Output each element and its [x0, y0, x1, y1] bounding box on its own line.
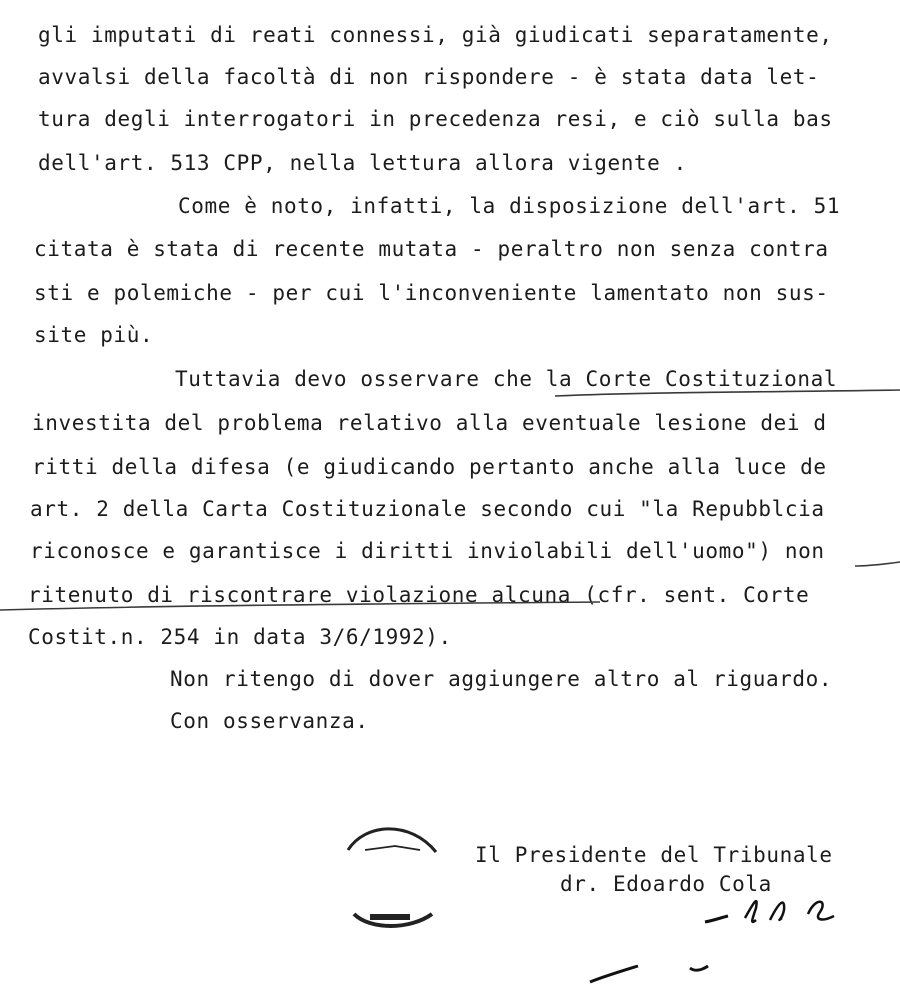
- text-line: site più.: [34, 323, 154, 347]
- text-line: investita del problema relativo alla eventuale lesione dei d: [32, 411, 827, 435]
- text-line: ritenuto di riscontrare violazione alcuna (cfr. sent. Corte: [28, 583, 810, 607]
- handwritten-signature: [580, 890, 860, 990]
- text-line: Come è noto, infatti, la disposizione dell'art. 51: [178, 194, 841, 218]
- text-line: tura degli interrogatori in precedenza resi, e ciò sulla bas: [38, 107, 833, 131]
- text-line: Costit.n. 254 in data 3/6/1992).: [28, 625, 452, 649]
- text-line: sti e polemiche - per cui l'inconveniente lamentato non sus-: [34, 281, 829, 305]
- text-line: Con osservanza.: [170, 709, 369, 733]
- text-line: Tuttavia devo osservare che la Corte Costituzional: [175, 367, 838, 391]
- signature-title: Il Presidente del Tribunale: [475, 843, 833, 867]
- text-line: ritti della difesa (e giudicando pertanto anche alla luce de: [32, 455, 827, 479]
- text-line: art. 2 della Carta Costituzionale secondo cui "la Repubblcia: [30, 497, 825, 521]
- text-line: dell'art. 513 CPP, nella lettura allora vigente .: [38, 151, 687, 175]
- text-line: riconosce e garantisce i diritti inviolabili dell'uomo") non: [30, 539, 825, 563]
- signature-name: dr. Edoardo Cola: [560, 872, 772, 896]
- official-stamp: [340, 818, 440, 940]
- text-line: gli imputati di reati connessi, già giudicati separatamente,: [38, 23, 833, 47]
- text-line: avvalsi della facoltà di non rispondere - è stata data let-: [38, 65, 820, 89]
- text-line: Non ritengo di dover aggiungere altro al riguardo.: [170, 667, 833, 691]
- text-line: citata è stata di recente mutata - peraltro non senza contra: [34, 237, 829, 261]
